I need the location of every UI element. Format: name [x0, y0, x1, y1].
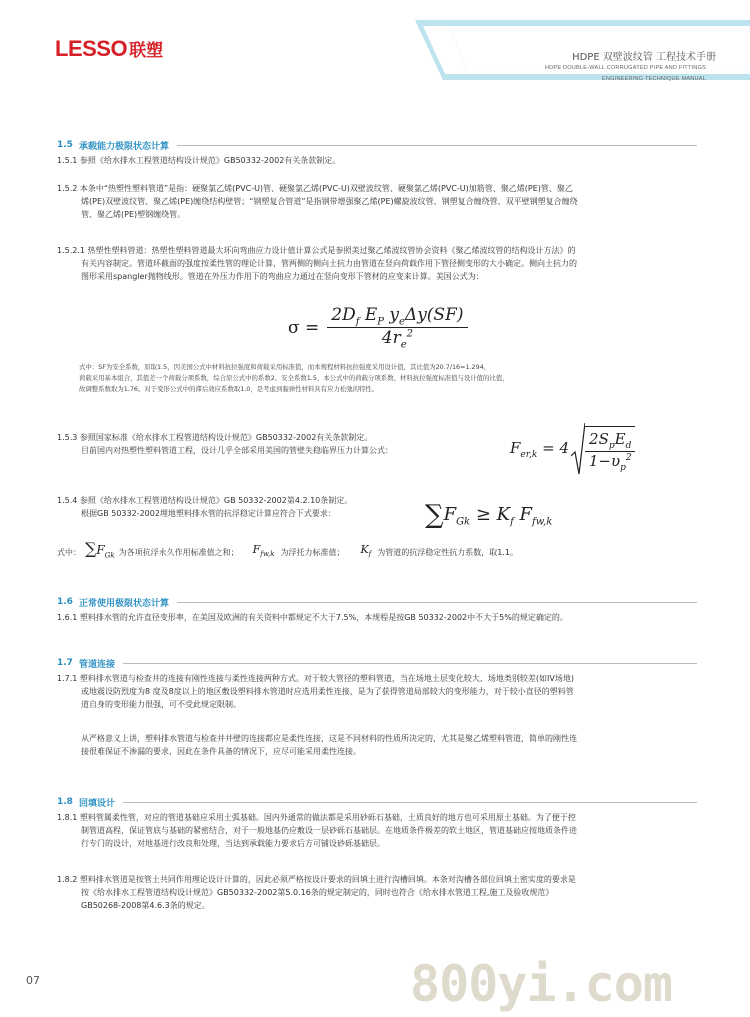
page-number: 07 [26, 974, 40, 987]
formula-critical-pressure [510, 422, 635, 476]
paragraph-line: GB50268-2008第4.6.3条的规定。 [81, 901, 210, 910]
paragraph-1-7-continued [57, 732, 707, 758]
paragraph-line: 烯(PE)双壁波纹管、聚乙烯(PE)缠绕结构壁管；“钢塑复合管道”是指钢带增强聚乙烯(PE)螺旋波纹管、钢塑复合缠绕管、双平壁钢塑复合缠绕 [81, 197, 578, 206]
paragraph-line: 1.8.2 塑料排水管道是按管土共同作用理论设计计算的，因此必须严格按设计要求的回填土进行沟槽回填。本条对沟槽各部位回填土密实度的要求是 [57, 875, 576, 884]
paragraph-line: 有关内容制定。管道环截面的强度按柔性管的理论计算，管两侧的侧向土抗力由管道在竖向荷载作用下管径侧变形的大小确定。侧向土抗力的 [81, 259, 577, 268]
symbols-prefix: 式中： [57, 547, 81, 557]
paragraph-line: 目前国内对热塑性塑料管道工程，设计几乎全部采用美国的管壁失稳临界压力计算公式： [81, 446, 393, 455]
formula-fraction [327, 305, 467, 351]
paragraph-1-7-1 [57, 672, 707, 711]
paragraph-1-5-4-symbols [57, 539, 707, 562]
symbol-desc-ffw: 为浮托力标准值； [280, 547, 345, 557]
manual-subtitle-en-1: HDPE DOUBLE-WALL CORRUGATED PIPE AND FITTINGS [544, 65, 706, 71]
formula-anti-float: $\sum F_{Gk} \ge K_f$ $F_{fw,k}$ [425, 500, 553, 530]
paragraph-line: 行专门的设计，对地基进行改良和处理，当达到承载能力要求后方可铺设砂砾基础层。 [81, 839, 385, 848]
paragraph-line: 1.5.2 本条中“热塑性塑料管道”是指：硬聚氯乙烯(PVC-U)管、硬聚氯乙烯(PVC-U)双壁波纹管、硬聚氯乙烯(PVC-U)加筋管、聚乙烯(PE)管、聚乙 [57, 184, 573, 193]
paragraph-line: 1.5.4 参照《给水排水工程管道结构设计规范》GB 50332-2002第4.2.10条制定。 [57, 496, 353, 505]
section-number: 1.6 [57, 597, 73, 607]
formula-bending-stress [288, 305, 468, 351]
paragraph-line: 根据GB 50332-2002埋地塑料排水管的抗浮稳定计算应符合下式要求： [81, 509, 336, 518]
formula-lhs-fcr: $F_{er,k} = 4$ [510, 438, 570, 460]
section-number: 1.5 [57, 140, 73, 150]
note-line: 荷载采用基本组合，其值差一个荷载分项系数，综合原公式中的系数2、安全系数1.5、本公式中的荷载分项系数、材料抗拉强度标准值与设计值的比值， [79, 374, 509, 382]
section-title: 正常使用极限状态计算 [79, 598, 170, 609]
section-heading-1-7 [57, 656, 697, 670]
header-band [415, 20, 750, 80]
paragraph-line: 按《给水排水工程管道结构设计规范》GB50332-2002第5.0.16条的规定制定的，同时也符合《给水排水管道工程,施工及验收规范》 [81, 888, 554, 897]
paragraph-1-8-2 [57, 873, 707, 912]
note-line: 式中：SF为安全系数，原取1.5，因美国公式中材料抗拉强度和荷载采用标准值，而本规程材料抗拉强度采用设计值，其比值为20.7/16=1.294， [79, 363, 491, 371]
formula-fraction [585, 426, 635, 473]
section-rule [123, 802, 697, 803]
section-rule [177, 602, 697, 603]
formula-lhs-sigma: σ = [288, 317, 320, 338]
section-heading-1-5 [57, 138, 697, 152]
logo-cn-text: 联塑 [129, 41, 164, 61]
section-number: 1.8 [57, 797, 73, 807]
formula-numerator: $2D_f$ $E_P$ $y_e\Delta y(SF)$ [327, 305, 467, 328]
symbol-sum-fgk: $\sum F_{Gk}$ [85, 539, 115, 560]
brand-logo [55, 36, 163, 62]
paragraph-line: 管、聚乙烯(PE)塑钢缠绕管。 [81, 210, 186, 219]
paragraph-line: 接很难保证不渗漏的要求，因此在条件具备的情况下，应尽可能采用柔性连接。 [81, 747, 361, 756]
manual-title: HDPE 双壁波纹管 工程技术手册 [572, 52, 716, 63]
paragraph-line: 或地震设防烈度为8 度及8度以上的地区敷设塑料排水管道时应选用柔性连接，是为了获得管道局部较大的变形能力，对于较小直径的塑料管 [81, 687, 574, 696]
symbol-ffw: $F_{fw,k}$ [252, 543, 275, 559]
paragraph-line: 1.5.3 参照国家标准《给水排水工程管道结构设计规范》GB50332-2002有关条款制定。 [57, 433, 373, 442]
formula-denominator: $4r_e^2$ [381, 328, 414, 351]
paragraph-1-6-1: 1.6.1 塑料排水管的允许直径变形率，在美国及欧洲的有关资料中都规定不大于7.5%，本规程是按GB 50332-2002中不大于5%的规定确定的。 [57, 613, 568, 622]
paragraph-line: 从严格意义上讲，塑料排水管道与检查井井壁的连接都应是柔性连接，这是不同材料的性质所决定的，尤其是聚乙烯塑料管道，简单的刚性连 [81, 734, 577, 743]
paragraph-line: 1.7.1 塑料排水管道与检查井的连接有刚性连接与柔性连接两种方式。对于较大管径的塑料管道，当在场地土层变化较大、场地类别较差(如IV场地) [57, 674, 574, 683]
symbol-desc-fgk: 为各项抗浮永久作用标准值之和； [118, 547, 239, 557]
paragraph-1-5-2 [57, 182, 707, 221]
formula-denominator: $1-\upsilon_p^2$ [588, 451, 632, 473]
section-title: 回填设计 [79, 798, 116, 809]
paragraph-line: 1.5.2.1 热塑性塑料管道：热塑性塑料管道最大环向弯曲应力设计值计算公式是参照美过聚乙烯波纹管协会资料《聚乙烯波纹管的结构设计方法》的 [57, 246, 576, 255]
section-rule [177, 145, 697, 146]
manual-subtitle-en-2: ENGINEERING TECHNIQUE MANUAL [601, 76, 706, 82]
section-title: 承载能力极限状态计算 [79, 141, 170, 152]
paragraph-1-5-2-1 [57, 244, 707, 283]
section-heading-1-6 [57, 595, 697, 609]
paragraph-1-5-4 [57, 494, 707, 520]
symbol-kf: $K_f$ [360, 543, 372, 559]
root-sign-icon [571, 422, 585, 476]
paragraph-line: 制管道高程，保证管底与基础的紧密结合，对于一般地基仍应敷设一层砂砾石基础层。在地质条件极差的软土地区，管道基础应按地质条件进 [81, 826, 577, 835]
paragraph-1-5-1: 1.5.1 参照《给水排水工程管道结构设计规范》GB50332-2002有关条款制定。 [57, 156, 341, 165]
watermark: 800yi.com [410, 955, 672, 1013]
note-line: 故调整系数取为1.76。对于变形公式中的滞后效应系数取1.0，是考虑到黏弹性材料具有应力松弛的特性。 [79, 385, 379, 393]
paragraph-line: 图形采用spangler抛物线形。管道在外压力作用下的弯曲应力通过在竖向变形下管材的应变来计算。美国公式为： [81, 272, 484, 281]
section-number: 1.7 [57, 658, 73, 668]
formula-note [79, 362, 699, 395]
paragraph-line: 道自身的变形能力很强，可不受此规定限制。 [81, 700, 241, 709]
formula-numerator: $2S_pE_d$ [585, 430, 635, 452]
section-rule [123, 663, 697, 664]
section-heading-1-8 [57, 795, 697, 809]
logo-latin-text: LESSO [55, 36, 128, 61]
paragraph-line: 1.8.1 塑料管属柔性管，对应的管道基础应采用土弧基础。国内外通常的做法都是采用砂砾石基础，土质良好的地方也可采用原土基础。为了便于控 [57, 813, 576, 822]
section-title: 管道连接 [79, 659, 116, 670]
symbol-desc-kf: 为管道的抗浮稳定性抗力系数，取1.1。 [377, 547, 518, 557]
paragraph-1-8-1 [57, 811, 707, 850]
